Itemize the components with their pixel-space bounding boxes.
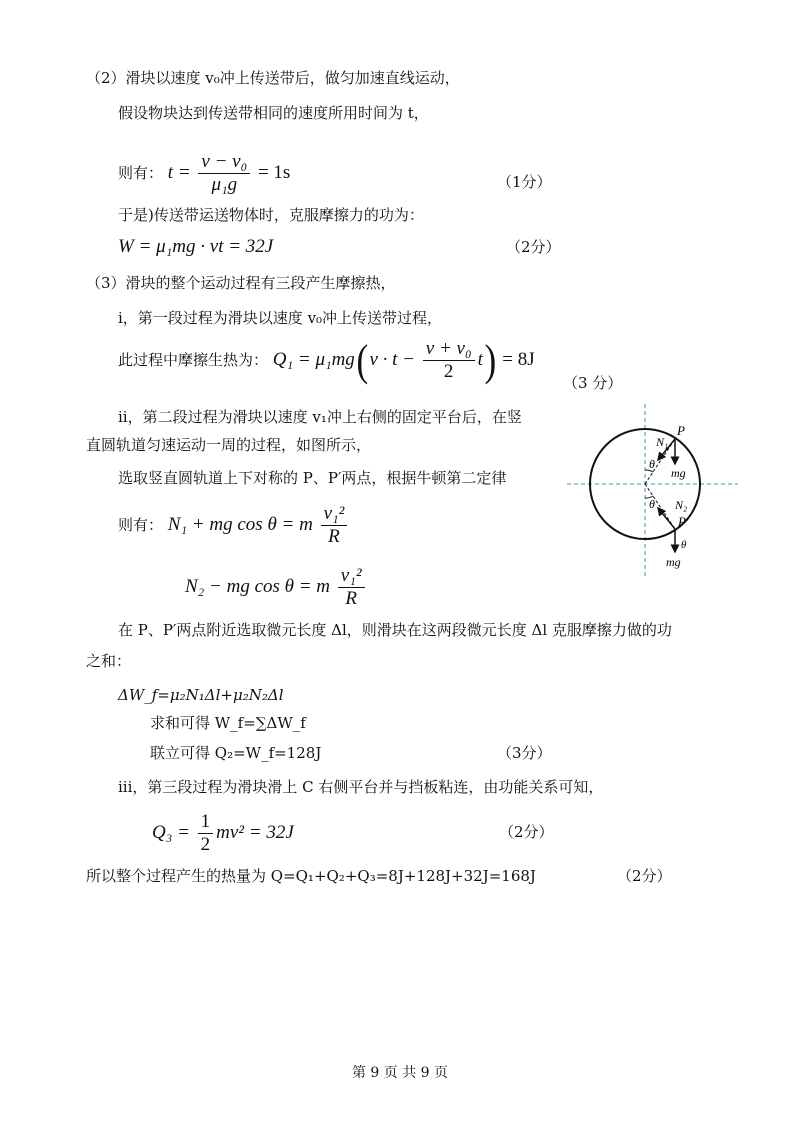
label-theta-bottom: θ bbox=[649, 497, 655, 511]
text-line: 所以整个过程产生的热量为 Q=Q₁+Q₂+Q₃=8J+128J+32J=168J bbox=[86, 867, 536, 885]
text-line: iii，第三段过程为滑块滑上 C 右侧平台并与挡板粘连，由功能关系可知， bbox=[118, 778, 604, 796]
equation-row bbox=[118, 148, 290, 198]
fraction: $\frac{\text{v₁²}}{R}$ bbox=[338, 566, 365, 609]
label-theta-top: θ bbox=[649, 457, 655, 471]
equation-prefix: 则有： bbox=[118, 164, 164, 182]
text-line: 假设物块达到传送带相同的速度所用时间为 t， bbox=[118, 104, 429, 122]
fraction: $\frac{\text{v₁²}}{R}$ bbox=[321, 504, 348, 547]
fraction: $\frac{\text{v − v₀}}{\text{μ₁g}}$ bbox=[198, 152, 250, 195]
equation-row bbox=[118, 335, 535, 385]
text-line: 之和： bbox=[86, 652, 132, 670]
text-line: ii，第二段过程为滑块以速度 v₁冲上右侧的固定平台后，在竖 bbox=[118, 408, 522, 426]
equation-t: t = $\frac{\text{v − v₀}}{\text{μ₁g}}$ = 1s bbox=[167, 151, 291, 196]
equation-row bbox=[118, 500, 350, 550]
text-line: 直圆轨道匀速运动一周的过程，如图所示， bbox=[86, 436, 372, 454]
text-line: （2）滑块以速度 v₀冲上传送带后，做匀加速直线运动， bbox=[86, 69, 460, 87]
text-line: 联立可得 Q₂=W_f=128J bbox=[150, 744, 322, 762]
label-p: P bbox=[677, 423, 685, 438]
normal-force-n2-arrow bbox=[658, 508, 675, 529]
text-line: 在 P、P′两点附近选取微元长度 Δl，则滑块在这两段微元长度 Δl 克服摩擦力做的功 bbox=[118, 621, 672, 639]
label-n1: N₁ bbox=[656, 435, 669, 449]
equation-q1: Q₁ = μ₁mg(v · t − $\frac{\text{v + v₀}}{2}$ t) = 8J bbox=[272, 335, 535, 385]
label-theta-side: θ bbox=[681, 539, 687, 551]
score-badge: （2分） bbox=[617, 867, 672, 885]
score-badge: （3 分） bbox=[563, 374, 623, 392]
text-line: i，第一段过程为滑块以速度 v₀冲上传送带过程， bbox=[118, 309, 443, 327]
fraction: $\frac{\text{v + v₀}}{2}$ bbox=[423, 339, 475, 382]
score-badge: （2分） bbox=[499, 823, 554, 841]
score-badge: （2分） bbox=[506, 238, 561, 256]
equation-prefix: 则有： bbox=[118, 516, 164, 534]
equation-work: W = μ₁mg · vt = 32J bbox=[118, 236, 274, 257]
equation-n2: N₂ − mg cos θ = m $\frac{\text{v₁²}}{R}$ bbox=[185, 562, 368, 612]
text-line: 于是)传送带运送物体时，克服摩擦力的功为： bbox=[118, 206, 424, 224]
label-mg-top: mg bbox=[671, 466, 686, 480]
label-p-prime: P′ bbox=[678, 514, 689, 529]
score-badge: （1分） bbox=[497, 173, 552, 191]
text-line: ΔW_f=μ₂N₁Δl+μ₂N₂Δl bbox=[118, 686, 284, 704]
circular-track-diagram bbox=[565, 402, 740, 580]
text-line: 求和可得 W_f=∑ΔW_f bbox=[150, 714, 306, 732]
label-mg-bottom: mg bbox=[666, 555, 681, 569]
page-footer: 第 9 页 共 9 页 bbox=[351, 1065, 449, 1081]
fraction: $\frac{1}{2}$ bbox=[198, 812, 214, 855]
text-line: 选取竖直圆轨道上下对称的 P、P′两点，根据牛顿第二定律 bbox=[118, 469, 507, 487]
equation-prefix: 此过程中摩擦生热为： bbox=[118, 351, 269, 369]
label-n2: N₂ bbox=[675, 498, 688, 512]
equation-n1: N₁ + mg cos θ = m $\frac{\text{v₁²}}{R}$ bbox=[168, 514, 351, 535]
equation-q3: Q₃ = $\frac{1}{2}$ mv² = 32J bbox=[152, 811, 294, 856]
text-line: （3）滑块的整个运动过程有三段产生摩擦热， bbox=[86, 274, 396, 292]
score-badge: （3分） bbox=[497, 744, 552, 762]
